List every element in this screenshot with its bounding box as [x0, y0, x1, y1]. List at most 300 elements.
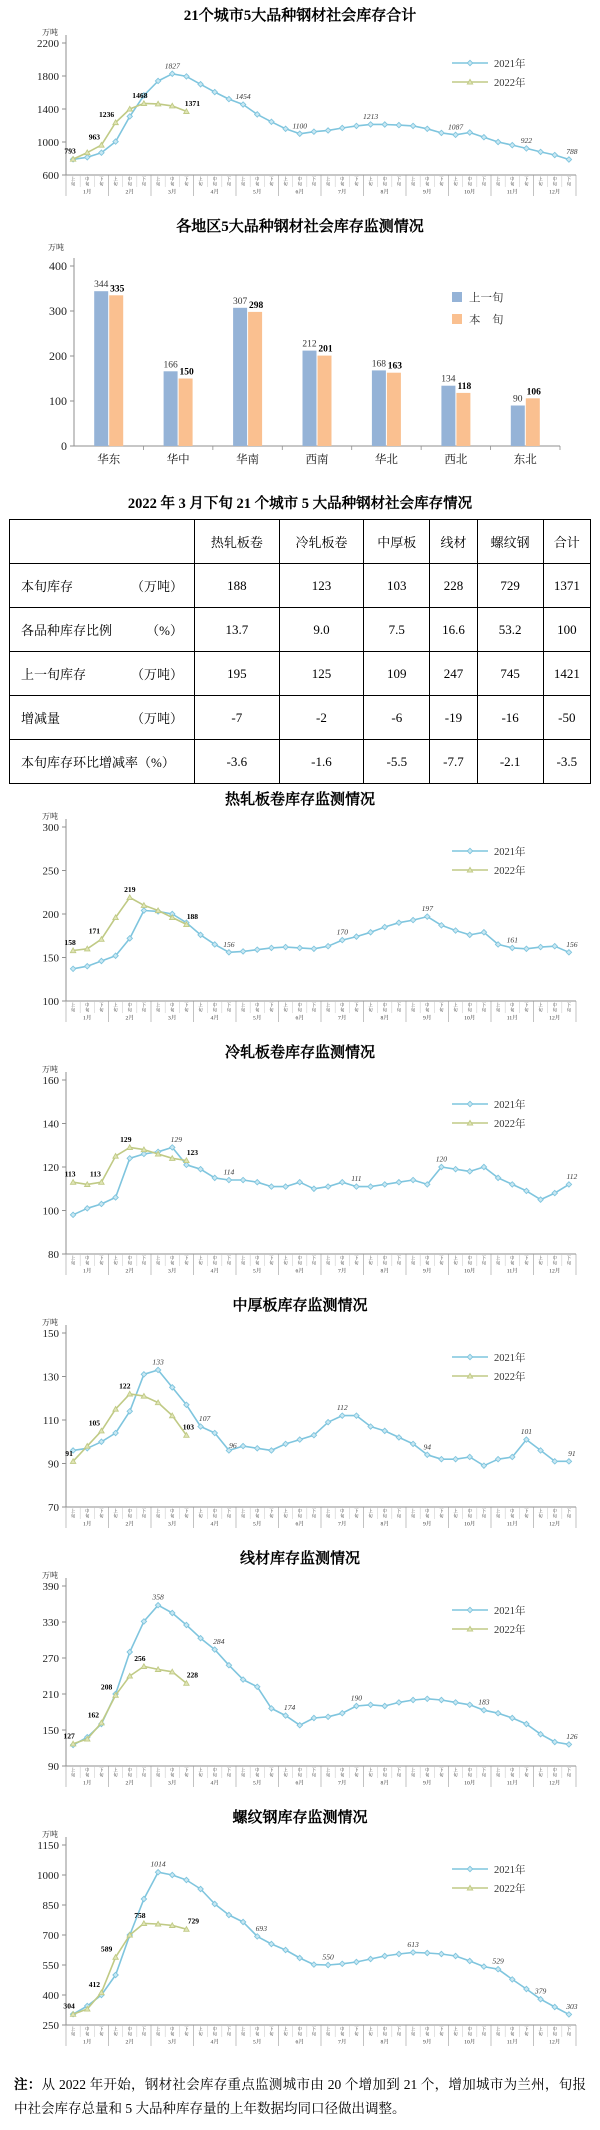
table-cell: 13.7 — [195, 608, 280, 652]
svg-text:旬: 旬 — [524, 1772, 529, 1778]
svg-text:171: 171 — [88, 926, 101, 936]
svg-text:8月: 8月 — [380, 1268, 389, 1275]
svg-text:126: 126 — [566, 1731, 578, 1741]
svg-text:旬: 旬 — [510, 1772, 515, 1778]
chart-title-wire-rod: 线材库存监测情况 — [239, 1551, 360, 1567]
svg-text:下: 下 — [141, 1767, 147, 1773]
svg-text:旬: 旬 — [283, 2031, 288, 2037]
svg-text:上: 上 — [495, 1508, 501, 1514]
svg-text:2月: 2月 — [125, 1268, 134, 1275]
svg-text:旬: 旬 — [99, 1260, 104, 1266]
svg-text:旬: 旬 — [510, 181, 515, 187]
svg-text:上: 上 — [240, 1255, 246, 1261]
table-cell: 188 — [195, 564, 280, 608]
svg-text:2021年: 2021年 — [494, 1099, 526, 1111]
svg-text:上: 上 — [495, 176, 501, 182]
svg-text:旬: 旬 — [439, 1007, 444, 1013]
table-row — [10, 652, 591, 696]
svg-text:114: 114 — [223, 1167, 235, 1177]
svg-text:390: 390 — [42, 1580, 59, 1593]
svg-text:旬: 旬 — [113, 1513, 118, 1519]
svg-text:旬: 旬 — [141, 1772, 147, 1778]
svg-text:上: 上 — [453, 1508, 458, 1514]
svg-text:1月: 1月 — [83, 189, 92, 196]
svg-text:上: 上 — [70, 1002, 76, 1008]
svg-text:旬: 旬 — [155, 181, 161, 187]
svg-text:120: 120 — [42, 1161, 59, 1174]
svg-text:2月: 2月 — [125, 189, 134, 196]
table-cell: 729 — [477, 564, 543, 608]
svg-text:旬: 旬 — [566, 1260, 572, 1266]
svg-text:中: 中 — [255, 1767, 260, 1773]
svg-text:下: 下 — [269, 1508, 274, 1514]
svg-text:旬: 旬 — [70, 1772, 76, 1778]
svg-text:旬: 旬 — [198, 1772, 203, 1778]
svg-text:122: 122 — [119, 1381, 131, 1391]
svg-text:旬: 旬 — [382, 1772, 387, 1778]
svg-text:旬: 旬 — [212, 181, 217, 187]
svg-text:550: 550 — [42, 1959, 59, 1972]
svg-text:90: 90 — [513, 394, 523, 405]
svg-text:旬: 旬 — [155, 1513, 161, 1519]
svg-text:旬: 旬 — [325, 1513, 331, 1519]
svg-text:旬: 旬 — [325, 1772, 331, 1778]
svg-text:10月: 10月 — [464, 1268, 476, 1275]
svg-text:旬: 旬 — [566, 1513, 572, 1519]
svg-text:600: 600 — [42, 169, 59, 182]
svg-text:万吨: 万吨 — [42, 1830, 58, 1839]
svg-text:旬: 旬 — [439, 181, 444, 187]
svg-text:上: 上 — [283, 1002, 288, 1008]
line-chart-svg — [0, 1315, 600, 1543]
bar-chart-svg — [0, 236, 600, 480]
svg-text:130: 130 — [42, 1371, 59, 1384]
svg-text:旬: 旬 — [155, 1772, 161, 1778]
svg-text:上: 上 — [453, 1255, 458, 1261]
table-cell: -3.6 — [195, 740, 280, 784]
svg-text:中: 中 — [85, 176, 90, 182]
svg-text:上: 上 — [410, 2026, 416, 2032]
table-cell: 123 — [279, 564, 364, 608]
svg-text:旬: 旬 — [368, 1007, 373, 1013]
svg-text:上: 上 — [198, 1002, 203, 1008]
svg-text:101: 101 — [520, 1427, 533, 1437]
svg-text:中: 中 — [425, 2026, 430, 2032]
svg-text:9月: 9月 — [423, 1015, 432, 1022]
svg-text:7月: 7月 — [338, 1780, 347, 1787]
svg-text:上: 上 — [325, 1508, 331, 1514]
svg-text:1800: 1800 — [37, 70, 59, 83]
svg-text:下: 下 — [566, 1255, 572, 1261]
svg-text:旬: 旬 — [155, 1007, 161, 1013]
svg-text:201: 201 — [318, 344, 333, 355]
line-chart-svg — [0, 1062, 600, 1290]
svg-text:1月: 1月 — [83, 1521, 92, 1528]
line-chart-hot-rolled-coil — [0, 809, 600, 1037]
svg-text:旬: 旬 — [538, 1513, 543, 1519]
row-unit: （万吨） — [130, 667, 183, 682]
svg-text:下: 下 — [439, 176, 444, 182]
svg-text:10月: 10月 — [464, 1780, 476, 1787]
footnote — [14, 2073, 586, 2120]
svg-text:旬: 旬 — [566, 1772, 572, 1778]
svg-text:旬: 旬 — [467, 1772, 472, 1778]
svg-text:6月: 6月 — [295, 2039, 304, 2046]
svg-text:12月: 12月 — [549, 1780, 561, 1787]
svg-text:9月: 9月 — [423, 1780, 432, 1787]
svg-text:旬: 旬 — [85, 181, 90, 187]
svg-text:旬: 旬 — [354, 181, 359, 187]
svg-text:上: 上 — [538, 2026, 543, 2032]
svg-text:中: 中 — [552, 2026, 557, 2032]
table-header-row — [10, 520, 591, 564]
svg-text:下: 下 — [481, 1767, 487, 1773]
svg-text:7月: 7月 — [338, 1521, 347, 1528]
svg-text:旬: 旬 — [226, 181, 232, 187]
chart-title-hot-rolled-coil: 热轧板卷库存监测情况 — [224, 792, 375, 808]
svg-text:下: 下 — [396, 1767, 402, 1773]
svg-text:旬: 旬 — [127, 1772, 132, 1778]
svg-text:旬: 旬 — [368, 1260, 373, 1266]
line-chart-svg — [0, 1827, 600, 2061]
svg-text:下: 下 — [141, 2026, 147, 2032]
svg-text:156: 156 — [223, 939, 235, 949]
svg-text:旬: 旬 — [297, 1513, 302, 1519]
svg-text:中: 中 — [127, 1002, 132, 1008]
svg-text:中: 中 — [170, 2026, 175, 2032]
svg-text:210: 210 — [42, 1688, 59, 1701]
svg-text:旬: 旬 — [340, 1007, 345, 1013]
table-cell: -2 — [279, 696, 364, 740]
svg-text:下: 下 — [99, 2026, 104, 2032]
table-head — [10, 520, 591, 564]
svg-text:中: 中 — [340, 1002, 345, 1008]
svg-text:中: 中 — [255, 1508, 260, 1514]
svg-text:下: 下 — [311, 2026, 317, 2032]
svg-text:922: 922 — [520, 135, 533, 145]
svg-text:80: 80 — [48, 1248, 59, 1261]
svg-text:1150: 1150 — [37, 1839, 59, 1852]
svg-text:旬: 旬 — [269, 1007, 274, 1013]
svg-text:5月: 5月 — [253, 1521, 262, 1528]
svg-text:旬: 旬 — [113, 2031, 118, 2037]
svg-text:中: 中 — [85, 1508, 90, 1514]
svg-text:1827: 1827 — [164, 61, 180, 71]
svg-text:万吨: 万吨 — [42, 812, 58, 821]
svg-text:123: 123 — [186, 1148, 199, 1157]
svg-text:中: 中 — [212, 1767, 217, 1773]
svg-text:183: 183 — [478, 1697, 490, 1707]
svg-text:3月: 3月 — [168, 1521, 177, 1528]
svg-text:中: 中 — [340, 1508, 345, 1514]
svg-text:旬: 旬 — [495, 181, 501, 187]
svg-text:旬: 旬 — [382, 2031, 387, 2037]
svg-text:1月: 1月 — [83, 1268, 92, 1275]
svg-text:旬: 旬 — [311, 1260, 317, 1266]
svg-text:上: 上 — [198, 1255, 203, 1261]
svg-text:4月: 4月 — [210, 189, 219, 196]
svg-text:下: 下 — [396, 1508, 402, 1514]
svg-text:3月: 3月 — [168, 189, 177, 196]
svg-text:中: 中 — [382, 176, 387, 182]
svg-text:212: 212 — [302, 339, 317, 350]
svg-text:旬: 旬 — [311, 2031, 317, 2037]
svg-text:1213: 1213 — [363, 111, 379, 121]
svg-text:旬: 旬 — [269, 1513, 274, 1519]
table-row — [10, 740, 591, 784]
svg-text:旬: 旬 — [481, 1772, 487, 1778]
svg-text:旬: 旬 — [170, 1513, 175, 1519]
svg-text:5月: 5月 — [253, 1780, 262, 1787]
svg-text:729: 729 — [187, 1916, 200, 1926]
svg-text:中: 中 — [382, 2026, 387, 2032]
svg-text:旬: 旬 — [226, 1772, 232, 1778]
svg-text:上: 上 — [368, 176, 373, 182]
svg-text:上: 上 — [155, 176, 161, 182]
svg-text:下: 下 — [184, 176, 189, 182]
svg-text:2月: 2月 — [125, 1521, 134, 1528]
svg-text:旬: 旬 — [255, 1513, 260, 1519]
svg-text:中: 中 — [425, 1767, 430, 1773]
svg-text:下: 下 — [439, 1255, 444, 1261]
svg-text:旬: 旬 — [99, 181, 104, 187]
svg-text:旬: 旬 — [410, 1007, 416, 1013]
svg-text:中: 中 — [510, 1508, 515, 1514]
svg-text:9月: 9月 — [423, 2039, 432, 2046]
svg-text:307: 307 — [232, 296, 248, 307]
svg-text:113: 113 — [64, 1169, 76, 1179]
svg-text:旬: 旬 — [538, 1260, 543, 1266]
svg-text:158: 158 — [64, 938, 76, 947]
svg-text:1454: 1454 — [235, 92, 251, 101]
svg-text:中: 中 — [382, 1508, 387, 1514]
svg-text:上: 上 — [410, 1002, 416, 1008]
svg-text:2021年: 2021年 — [494, 846, 526, 858]
svg-text:下: 下 — [524, 1255, 529, 1261]
svg-text:下: 下 — [99, 176, 104, 182]
svg-text:旬: 旬 — [325, 181, 331, 187]
svg-text:上: 上 — [283, 176, 288, 182]
svg-text:下: 下 — [269, 1255, 274, 1261]
svg-text:中: 中 — [85, 2026, 90, 2032]
svg-text:106: 106 — [526, 387, 541, 398]
svg-text:旬: 旬 — [283, 1772, 288, 1778]
svg-text:旬: 旬 — [552, 1007, 557, 1013]
svg-text:万吨: 万吨 — [48, 243, 64, 252]
svg-text:旬: 旬 — [240, 181, 246, 187]
svg-text:旬: 旬 — [198, 1260, 203, 1266]
svg-text:上: 上 — [325, 1767, 331, 1773]
svg-text:旬: 旬 — [269, 181, 274, 187]
inventory-table — [9, 519, 591, 784]
svg-text:上: 上 — [155, 2026, 161, 2032]
svg-text:旬: 旬 — [467, 1513, 472, 1519]
table-cell: 7.5 — [364, 608, 430, 652]
svg-text:270: 270 — [42, 1652, 59, 1665]
svg-text:旬: 旬 — [198, 2031, 203, 2037]
svg-text:旬: 旬 — [368, 2031, 373, 2037]
svg-text:中: 中 — [212, 176, 217, 182]
svg-text:旬: 旬 — [240, 1260, 246, 1266]
svg-text:旬: 旬 — [524, 181, 529, 187]
svg-text:133: 133 — [152, 1357, 164, 1367]
svg-text:旬: 旬 — [368, 1772, 373, 1778]
svg-text:上: 上 — [70, 1508, 76, 1514]
svg-text:168: 168 — [371, 359, 387, 370]
svg-text:旬: 旬 — [85, 1007, 90, 1013]
svg-text:上: 上 — [240, 2026, 246, 2032]
svg-text:11月: 11月 — [506, 1521, 518, 1528]
table-cell: 103 — [364, 564, 430, 608]
svg-text:旬: 旬 — [184, 1513, 189, 1519]
svg-text:旬: 旬 — [566, 181, 572, 187]
svg-text:112: 112 — [336, 1403, 348, 1413]
svg-text:旬: 旬 — [396, 1772, 402, 1778]
svg-text:8月: 8月 — [380, 1015, 389, 1022]
svg-text:下: 下 — [354, 1767, 359, 1773]
row-label: 各品种库存比例 — [21, 623, 113, 638]
svg-text:中: 中 — [297, 176, 302, 182]
svg-text:旬: 旬 — [170, 181, 175, 187]
svg-text:旬: 旬 — [184, 1260, 189, 1266]
svg-text:旬: 旬 — [410, 1772, 416, 1778]
svg-text:旬: 旬 — [425, 2031, 430, 2037]
svg-text:中: 中 — [510, 1255, 515, 1261]
svg-text:旬: 旬 — [439, 2031, 444, 2037]
svg-text:旬: 旬 — [481, 181, 487, 187]
svg-text:250: 250 — [42, 2019, 59, 2032]
svg-text:中: 中 — [297, 1002, 302, 1008]
svg-text:下: 下 — [354, 1508, 359, 1514]
svg-text:上: 上 — [495, 1255, 501, 1261]
svg-text:6月: 6月 — [295, 189, 304, 196]
svg-text:中: 中 — [510, 1767, 515, 1773]
svg-text:下: 下 — [396, 1255, 402, 1261]
svg-text:129: 129 — [120, 1134, 132, 1144]
svg-text:东北: 东北 — [513, 454, 537, 466]
svg-text:下: 下 — [566, 1767, 572, 1773]
svg-text:下: 下 — [396, 176, 402, 182]
svg-text:旬: 旬 — [99, 1772, 104, 1778]
svg-text:旬: 旬 — [510, 2031, 515, 2037]
svg-text:上: 上 — [198, 1767, 203, 1773]
svg-text:2021年: 2021年 — [494, 1864, 526, 1876]
svg-text:下: 下 — [524, 2026, 529, 2032]
svg-text:下: 下 — [269, 1002, 274, 1008]
svg-text:1236: 1236 — [99, 110, 115, 119]
svg-text:12月: 12月 — [549, 1268, 561, 1275]
table-cell: 9.0 — [279, 608, 364, 652]
svg-text:旬: 旬 — [524, 2031, 529, 2037]
svg-text:旬: 旬 — [495, 1007, 501, 1013]
svg-text:西南: 西南 — [305, 454, 329, 466]
svg-text:9月: 9月 — [423, 189, 432, 196]
svg-text:旬: 旬 — [538, 1772, 543, 1778]
svg-text:旬: 旬 — [212, 1007, 217, 1013]
svg-text:111: 111 — [351, 1174, 362, 1184]
svg-text:万吨: 万吨 — [42, 1065, 58, 1074]
svg-text:11月: 11月 — [506, 1780, 518, 1787]
svg-text:旬: 旬 — [255, 181, 260, 187]
svg-text:中: 中 — [170, 1255, 175, 1261]
table-header-cell: 螺纹钢 — [477, 520, 543, 564]
svg-text:旬: 旬 — [453, 181, 458, 187]
svg-text:200: 200 — [49, 349, 67, 363]
svg-text:中: 中 — [212, 1255, 217, 1261]
svg-text:335: 335 — [110, 284, 125, 295]
svg-text:旬: 旬 — [141, 181, 147, 187]
svg-text:华北: 华北 — [374, 454, 398, 466]
svg-text:旬: 旬 — [566, 1007, 572, 1013]
svg-text:旬: 旬 — [495, 1513, 501, 1519]
svg-text:上: 上 — [70, 1767, 76, 1773]
svg-text:旬: 旬 — [255, 2031, 260, 2037]
svg-text:2021年: 2021年 — [494, 58, 526, 70]
svg-text:1014: 1014 — [150, 1859, 166, 1869]
svg-text:上: 上 — [155, 1002, 161, 1008]
svg-text:旬: 旬 — [453, 2031, 458, 2037]
svg-text:91: 91 — [568, 1448, 576, 1458]
svg-text:693: 693 — [255, 1923, 267, 1933]
svg-text:188: 188 — [186, 911, 199, 921]
svg-text:旬: 旬 — [382, 1260, 387, 1266]
row-unit: （万吨） — [130, 711, 183, 726]
svg-text:758: 758 — [134, 1910, 146, 1920]
footnote-text: 从 2022 年开始，钢材社会库存重点监测城市由 20 个增加到 21 个，增加城市为兰州，旬报中社会库存总量和 5 大品种库存量的上年数据均同口径做出调整。 — [14, 2077, 587, 2116]
svg-text:下: 下 — [311, 1508, 317, 1514]
svg-text:1月: 1月 — [83, 1780, 92, 1787]
svg-text:旬: 旬 — [99, 1513, 104, 1519]
table-body — [10, 564, 591, 784]
svg-text:10月: 10月 — [464, 2039, 476, 2046]
svg-text:旬: 旬 — [325, 1007, 331, 1013]
svg-text:旬: 旬 — [510, 1260, 515, 1266]
svg-text:中: 中 — [297, 1508, 302, 1514]
svg-text:788: 788 — [566, 147, 578, 156]
svg-text:旬: 旬 — [283, 181, 288, 187]
svg-text:中: 中 — [382, 1255, 387, 1261]
svg-text:中: 中 — [212, 1508, 217, 1514]
svg-text:中: 中 — [127, 2026, 132, 2032]
svg-text:91: 91 — [65, 1448, 73, 1458]
svg-text:下: 下 — [99, 1508, 104, 1514]
svg-text:8月: 8月 — [380, 1521, 389, 1528]
svg-text:下: 下 — [99, 1255, 104, 1261]
svg-text:旬: 旬 — [255, 1260, 260, 1266]
svg-text:下: 下 — [439, 2026, 444, 2032]
table-cell: -7 — [195, 696, 280, 740]
svg-text:107: 107 — [198, 1414, 211, 1423]
svg-text:上: 上 — [155, 1255, 161, 1261]
svg-text:5月: 5月 — [253, 1268, 262, 1275]
svg-text:中: 中 — [85, 1255, 90, 1261]
svg-text:旬: 旬 — [311, 1772, 317, 1778]
svg-text:4月: 4月 — [210, 2039, 219, 2046]
svg-text:中: 中 — [127, 176, 132, 182]
svg-text:旬: 旬 — [410, 1513, 416, 1519]
svg-text:下: 下 — [184, 1508, 189, 1514]
svg-text:下: 下 — [226, 1767, 232, 1773]
svg-text:上: 上 — [70, 2026, 76, 2032]
table-cell: 195 — [195, 652, 280, 696]
svg-text:850: 850 — [42, 1899, 59, 1912]
svg-text:上: 上 — [283, 1255, 288, 1261]
svg-text:旬: 旬 — [170, 2031, 175, 2037]
svg-text:113: 113 — [89, 1169, 101, 1179]
svg-text:旬: 旬 — [170, 1007, 175, 1013]
svg-text:150: 150 — [42, 1327, 59, 1340]
svg-text:中: 中 — [510, 1002, 515, 1008]
